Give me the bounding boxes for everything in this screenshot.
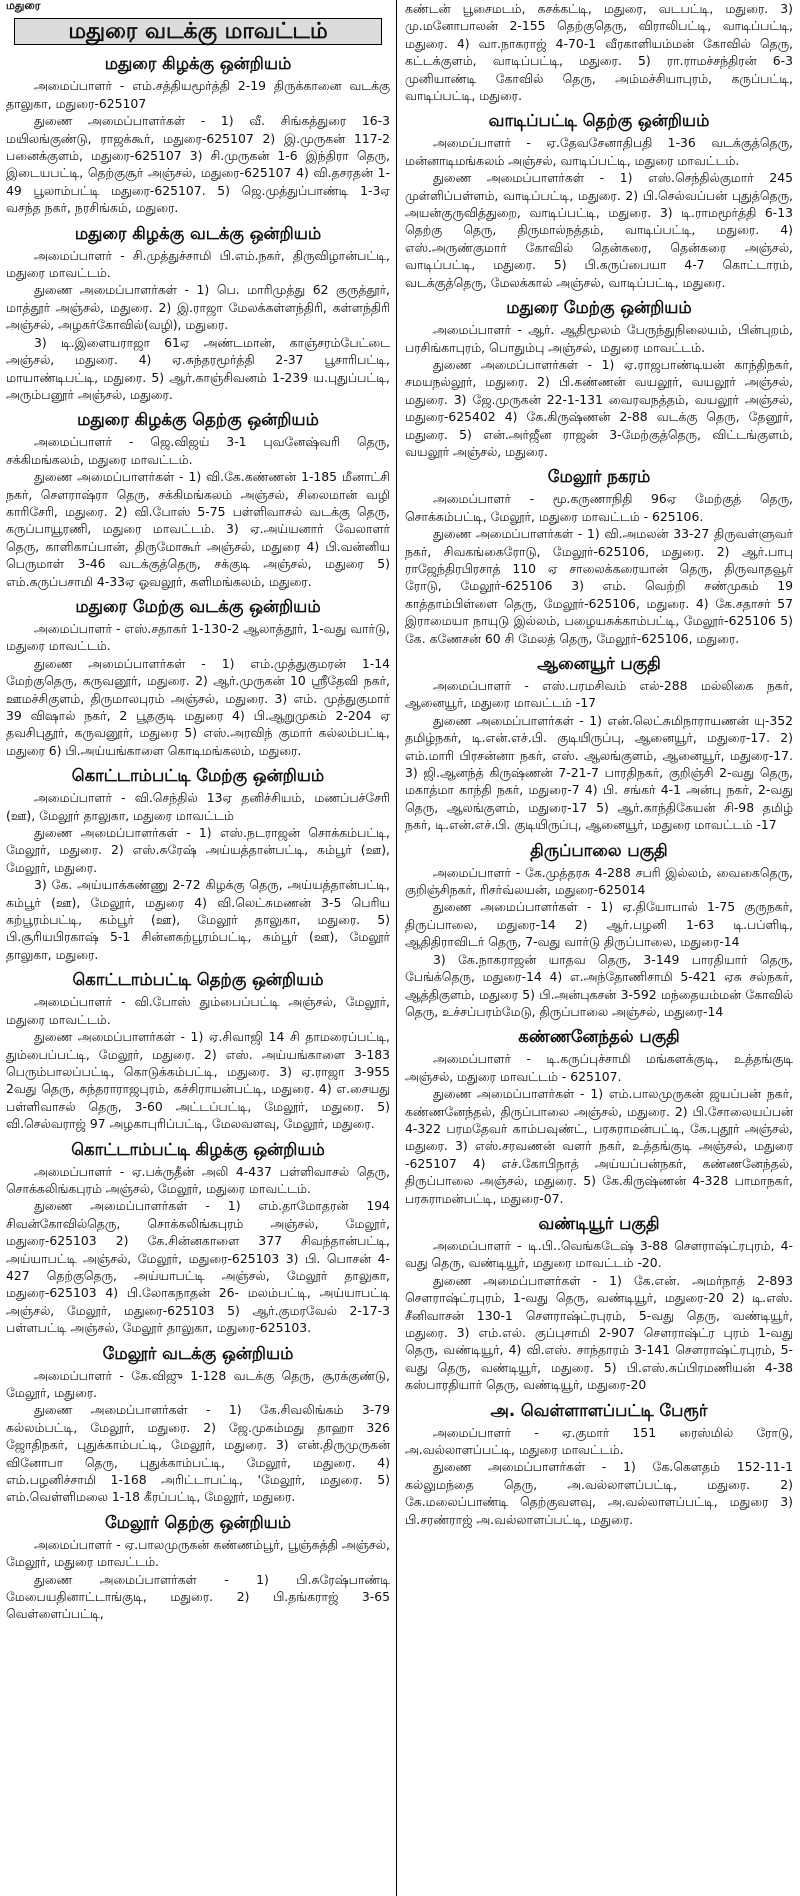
section-title: திருப்பாலை பகுதி (530, 840, 668, 860)
union-section (405, 1400, 793, 1528)
union-section (405, 1026, 793, 1207)
organizer-entry: அமைப்பாளர் - கே.விஜு 1-128 வடக்கு தெரு, சூரக்குண்டு, மேலூர், மதுரை. (6, 1367, 390, 1400)
organizer-entry: அமைப்பாளர் - வி.செந்தில் 13ஏ தனிச்சியம், மணப்பச்சேரி (ஊ), மேலூர் தாலுகா, மதுரை மாவட்டம் (6, 790, 390, 823)
union-section (405, 1213, 793, 1394)
column-divider (396, 0, 397, 1896)
continued-paragraph: கண்டன் பூசைமடம், கசக்கட்டி, மதுரை, வடபட்டி, மதுரை. 3) மு.மனோபாலன் 2-155 தெற்குதெரு, விராலிபட்டி, வாடிப்பட்டி, மதுரை. 4) வா.நாகராஜ் 4-70-1 வீரகாளியம்மன் கோவில் தெரு, கட்டக்குளம், வாடிப்பட்டி, மதுரை. 5) ரா.ராமச்சந்திரன் 6-3 முனியாண்டி கோவில் தெரு, அம்மச்சியாபுரம், கருப்பட்டி, வாடிப்பட்டி, மதுரை. (405, 1, 793, 104)
organizer-entry: அமைப்பாளர் - ஏ.தேவசேனாதிபதி 1-36 வடக்குத்தெரு, மன்னாடிமங்கலம் அஞ்சல், வாடிப்பட்டி, மதுரை மாவட்டம். (405, 135, 793, 168)
left-sections (6, 53, 390, 1622)
section-title: மதுரை கிழக்கு ஒன்றியம் (104, 54, 292, 74)
union-section (6, 596, 390, 759)
deputy-organizers-entry: துணை அமைப்பாளர்கள் - 1) வி.அமலன் 33-27 திருவள்ளுவர் நகர், சிவகங்கைரோடு, மேலூர்-625106, மதுரை. 2) ஆர்.பாபு ராஜேந்திரபிரசாத் 110 ஏ சாலைக்கரையான் தெரு, திருவாதவூர் ரோடு, மேலூர்-625106 3) எம். வெற்றி சண்முகம் 19 காத்தாம்பிள்ளை தெரு, மேலூர்-625106, மதுரை. 4) கே.சதாசர் 57 இராமையா நாயுடு இல்லம், பழையசுக்காம்பட்டி, மேலூர்-625106 5) கே. கணேசன் 60 சி மேலத் தெரு, மேலூர்-625106, மதுரை. (405, 526, 793, 646)
organizer-entry: அமைப்பாளர் - ஆர். ஆதிமூலம் பேருந்துநிலையம், பின்புறம், பரசிங்காபுரம், பொதும்பு அஞ்சல், மதுரை மாவட்டம். (405, 322, 793, 355)
union-section (6, 1512, 390, 1623)
section-title: மேலூர் தெற்கு ஒன்றியம் (104, 1512, 292, 1532)
deputy-organizers-entry: துணை அமைப்பாளர்கள் - 1) எஸ்.செந்தில்குமார் 245 முள்ளிப்பள்ளம், வாடிப்பட்டி, மதுரை. 2) பி.செல்வப்பன் புதுத்தெரு, அயன்குருவித்துறை, வாடிப்பட்டி, மதுரை. 3) டி.ராமமூர்த்தி 6-13 தெற்கு தெரு, திருமால்நத்தம், வாடிப்பட்டி, மதுரை. 4) எஸ்.அருண்குமார் கோவில் தென்கரை, தென்கரை அஞ்சல், வாடிப்பட்டி, மதுரை. 5) பி.கருப்பையா 4-7 கொட்டாரம், வடக்குத்தெரு, மேலக்கால் அஞ்சல், வாடிப்பட்டி, மதுரை. (405, 170, 793, 290)
district-title: மதுரை வடக்கு மாவட்டம் (68, 19, 328, 44)
right-sections (405, 110, 793, 1528)
union-section (405, 653, 793, 834)
section-title: மதுரை கிழக்கு வடக்கு ஒன்றியம் (74, 223, 322, 243)
deputy-organizers-entry: துணை அமைப்பாளர்கள் - 1) எம்.தாமோதரன் 194 சிவன்கோவில்தெரு, சொக்கலிங்கபுரம் அஞ்சல், மேலூர், மதுரை-625103 2) கே.சின்னகாளை 377 சிவந்தான்பட்டி, அய்யாபட்டி அஞ்சல், மேலூர், மதுரை-625103 3) பி. பொசன் 4-427 தெற்குதெரு, அய்யாபட்டி அஞ்சல், மேலூர் தாலுகா, மதுரை-625103 4) பி.லோகநாதன் 26- மலம்பட்டி, அய்யாபட்டி அஞ்சல், மேலூர், மதுரை-625103 5) ஆர்.குமரவேல் 2-17-3 பள்ளபட்டி அஞ்சல், மேலூர் தாலுகா, மதுரை-625103. (6, 1198, 390, 1336)
deputy-organizers-entry: 3) டி.இளையராஜா 61ஏ அண்டமான், காஞ்சரம்பேட்டை அஞ்சல், மதுரை. 4) ஏ.சுந்தரமூர்த்தி 2-37 பூசாரிபட்டி, மாயாண்டிபட்டி, மதுரை. 5) ஆர்.காஞ்சிவனம் 1-239 ய.புதுப்பட்டி, அரும்பனூர் அஞ்சல், மதுரை. (6, 334, 390, 402)
organizer-entry: அமைப்பாளர் - எஸ்.சதாகர் 1-130-2 ஆலாத்தூர், 1-வது வார்டு, மதுரை மாவட்டம். (6, 620, 390, 654)
organizer-entry: அமைப்பாளர் - சி.முத்துச்சாமி பி.எம்.நகர், திருவிழான்பட்டி, மதுரை மாவட்டம். (6, 247, 390, 281)
deputy-organizers-entry: துணை அமைப்பாளர்கள் - 1) கே.சிவலிங்கம் 3-79 கல்லம்பட்டி, மேலூர், மதுரை. 2) ஜே.முகம்மது தாஹா 326 ஜோதிநகர், புதுக்காம்பட்டி, மேலூர், மதுரை. 3) என்.திருமுருகன் வினோபா தெரு, புதுக்காம்பட்டி, மேலூர், மதுரை. 4) எம்.பழனிச்சாமி 1-168 அரிட்டாபட்டி, 'மேலூர், மதுரை. 5) எம்.வெள்ளிமலை 1-18 கீரப்பட்டி, மேலூர், மதுரை. (6, 1402, 390, 1505)
right-column (405, 0, 793, 1896)
union-section (6, 765, 390, 963)
union-section (6, 1343, 390, 1506)
deputy-organizers-entry: துணை அமைப்பாளர்கள் - 1) கே.கௌதம் 152-11-1 கல்லுமந்தை தெரு, அ.வல்லாளப்பட்டி, மதுரை. 2) கே.மலைப்பாண்டி தெற்குவளவு, அ.வல்லாளப்பட்டி, மதுரை 3) பி.சரண்ராஜ் அ.வல்லாளப்பட்டி, மதுரை. (405, 1459, 793, 1527)
deputy-organizers-entry: துணை அமைப்பாளர்கள் - 1) ஏ.சிவாஜி 14 சி தாமரைப்பட்டி, தும்பைப்பட்டி, மேலூர், மதுரை. 2) எஸ். அய்யங்காளை 3-183 பெரும்பாலப்பட்டி, கொடுக்கம்பட்டி, மதுரை. 3) ஏ.ராஜா 3-955 2வது தெரு, சுந்தராராஜபுரம், கச்சிராயன்பட்டி, மதுரை. 4) எ.சையது பள்ளிவாசல் தெரு, 3-60 அட்டப்பட்டி, மேலூர், மதுரை. 5) வி.செல்வராஜ் 97 அழகாபுரிப்பட்டி, மேலவளவு, மேலூர், மதுரை. (6, 1029, 390, 1132)
union-section (405, 466, 793, 647)
deputy-organizers-entry: துணை அமைப்பாளர்கள் - 1) எம்.பாலமுருகன் ஜயப்பன் நகர், கண்ணனேந்தல், திருப்பாலை அஞ்சல், மதுரை. 2) பி.சோலையப்பன் 4-322 பரமதேவர் காம்பவுண்ட், பரசுராமன்பட்டி, கே.புதூர் அஞ்சல், மதுரை. 3) எஸ்.சரவணன் வளர் நகர், உத்தங்குடி அஞ்சல், மதுரை -625107 4) எச்.கோபிநாத் அய்யப்பன்நகர், கண்ணனேந்தல், திருப்பாலை அஞ்சல், மதுரை. 5) கே.கிருஷ்ணன் 4-328 பாமாநகர், பரசுராமன்பட்டி, மதுரை-07. (405, 1086, 793, 1206)
deputy-organizers-entry: துணை அமைப்பாளர்கள் - 1) பெ. மாரிமுத்து 62 குருத்தூர், மாத்தூர் அஞ்சல், மதுரை. 2) இ.ராஜா மேலக்கள்ளந்திரி, கள்ளந்திரி அஞ்சல், அழகர்கோவில்(வழி), மதுரை. (6, 282, 390, 333)
union-section (6, 409, 390, 590)
deputy-organizers-entry: துணை அமைப்பாளர்கள் - 1) ஏ.ராஜபாண்டியன் காந்திநகர், சமயநல்லூர், மதுரை. 2) பி.கண்ணன் வயலூர், வயலூர் அஞ்சல், மதுரை. 3) ஜே.முருகன் 22-1-131 வைரவநத்தம், வயலூர் அஞ்சல், மதுரை-625402 4) கே.கிருஷ்ணன் 2-88 வடக்கு தெரு, தேனூர், மதுரை. 5) என்.அர்ஜீன ராஜன் 3-மேற்குத்தெரு, விட்டங்குளம், வயலூர் அஞ்சல், மதுரை. (405, 356, 793, 459)
organizer-entry: அமைப்பாளர் - ஏ.குமார் 151 ரைஸ்மில் ரோடு, அ.வல்லாளப்பட்டி, மதுரை மாவட்டம். (405, 1424, 793, 1458)
district-banner (14, 18, 382, 45)
deputy-organizers-entry: 3) கே.நாகராஜன் யாதவ தெரு, 3-149 பாரதியார் தெரு, பேங்க்தெரு, மதுரை-14 4) எ.அந்தோணிசாமி 5-421 ஏசு சல்நகர், ஆத்திகுளம், மதுரை 5) பி.அன்புகசன் 3-592 மந்தையம்மன் கோவில் தெரு, உச்சப்பரம்மேடு, திருப்பாலை அஞ்சல், மதுரை-14 (405, 951, 793, 1019)
organizer-entry: அமைப்பாளர் - ஜெ.விஜய் 3-1 புவனேஷ்வரி தெரு, சக்கிமங்கலம், மதுரை மாவட்டம். (6, 434, 390, 467)
deputy-organizers-entry: துணை அமைப்பாளர்கள் - 1) என்.லெட்சுமிநாராயணன் யு-352 தமிழ்நகர், டி.என்.எச்.பி. குடியிருப்பு, ஆனையூர், மதுரை-17. 2) எம்.மாரி பிரசன்னா நகர், எஸ். ஆலங்குளம், ஆனையூர், மதுரை-17. 3) ஜி.ஆனந்த் கிருஷ்ணன் 7-21-7 பாரதிநகர், குறிஞ்சி 2-வது தெரு, மகாத்மா காந்தி நகர், மதுரை-7 4) பி. சங்கர் 4-1 அன்பு நகர், 2-வது தெரு, ஆலங்குளம், மதுரை-17 5) ஆர்.காந்திகேயன் சி-98 தமிழ் நகர், டி.என்.எச்.பி. குடியிருப்பு, ஆனையூர், மதுரை மாவட்டம் -17 (405, 712, 793, 833)
deputy-organizers-entry: துணை அமைப்பாளர்கள் - 1) பி.சுரேஷ்பாண்டி மேபையதினாட்டாங்குடி, மதுரை. 2) பி.தங்கராஜ் 3-65 வெள்ளைப்பட்டி, (6, 1571, 390, 1622)
union-section (6, 969, 390, 1132)
left-column (6, 0, 390, 1896)
deputy-organizers-entry: துணை அமைப்பாளர்கள் - 1) எம்.முத்துகுமரன் 1-14 மேற்குதெரு, கருவனூர், மதுரை. 2) ஆர்.முருகன் 10 ஸ்ரீதேவி நகர், ஊமச்சிகுளம், திருமாலபுரம் அஞ்சல், மதுரை. 3) எம். முத்துகுமார் 39 விஷால் நகர், 2 பூதகுடி மதுரை 4) பி.ஆறுமுகம் 2-204 ஏ தவசிபுதூர், கருவனூர், மதுரை 5) எஸ்.அரவிந் குமார் கல்லம்பட்டி, மதுரை 6) பி.அய்யங்காளை கொடிமங்கலம், மதுரை. (6, 655, 390, 758)
union-section (6, 223, 390, 404)
section-title: கொட்டாம்பட்டி தெற்கு ஒன்றியம் (72, 970, 324, 990)
organizer-entry: அமைப்பாளர் - எஸ்.பரமசிவம் எல்-288 மல்லிகை நகர், ஆனையூர், மதுரை மாவட்டம் -17 (405, 678, 793, 711)
section-title: அ. வெள்ளாளப்பட்டி பேரூர் (490, 1400, 708, 1420)
section-title: மேலூர் வடக்கு ஒன்றியம் (102, 1343, 294, 1363)
organizer-entry: அமைப்பாளர் - டி.கருப்புச்சாமி மங்களக்குடி, உத்தங்குடி அஞ்சல், மதுரை மாவட்டம் - 625107. (405, 1051, 793, 1084)
section-title: கொட்டாம்பட்டி மேற்கு ஒன்றியம் (71, 766, 325, 786)
organizer-entry: அமைப்பாளர் - டி.பி..வெங்கடேஷ் 3-88 சௌராஷ்ட்ரபுரம், 4-வது தெரு, வண்டியூர், மதுரை மாவட்டம் -20. (405, 1237, 793, 1271)
section-title: மதுரை மேற்கு வடக்கு ஒன்றியம் (75, 596, 321, 616)
section-title: கண்ணனேந்தல் பகுதி (518, 1027, 680, 1047)
deputy-organizers-entry: துணை அமைப்பாளர்கள் - 1) கே.என். அமர்நாத் 2-893 சௌராஷ்ட்ரபுரம், 1-வது தெரு, வண்டியூர், மதுரை-20 2) டி.எஸ். சீனிவாசன் 130-1 சௌராஷ்ட்ரபுரம், 5-வது தெரு, வண்டியூர், மதுரை. 3) எம்.எல். குப்புசாமி 2-907 சௌராஷ்ட்ர புரம் 1-வது தெரு, வண்டியூர், 4) வி.எஸ். சாந்தாரம் 3-141 சௌராஷ்ட்ரபுரம், 5-வது தெரு, வண்டியூர், மதுரை. 5) பி.எஸ்.சுப்பிரமணியன் 4-38 கஸ்பாரதியார் தெரு, வண்டியூர், மதுரை-20 (405, 1272, 793, 1393)
section-title: ஆனையூர் பகுதி (537, 654, 661, 673)
union-section (6, 53, 390, 216)
union-section (405, 840, 793, 1021)
organizer-entry: அமைப்பாளர் - வி.போஸ் தும்பைப்பட்டி அஞ்சல், மேலூர், மதுரை மாவட்டம். (6, 994, 390, 1027)
deputy-organizers-entry: துணை அமைப்பாளர்கள் - 1) எஸ்.நடராஜன் சொக்கம்பட்டி, மேலூர், மதுரை. 2) எஸ்.சுரேஷ் அய்யத்தான்பட்டி, கம்பூர் (ஊ), மேலூர், மதுரை. (6, 825, 390, 875)
deputy-organizers-entry: துணை அமைப்பாளர்கள் - 1) ஏ.தியோபால் 1-75 குருநகர், திருப்பாலை, மதுரை-14 2) ஆர்.பழனி 1-63 டி.பப்ளிடி, ஆதிதிராவிடர் தெரு, 7-வது வார்டு திருப்பாலை, மதுரை-14 (405, 899, 793, 950)
union-section (405, 110, 793, 291)
deputy-organizers-entry: துணை அமைப்பாளர்கள் - 1) வி.கே.கண்ணன் 1-185 மீனாட்சி நகர், சௌராஷ்ரா தெரு, சக்கிமங்கலம் அஞ்சல், சிலைமான் வழி காரிசேரி, மதுரை. 2) வி.போஸ் 5-75 பள்ளிவாசல் வடக்கு தெரு, கருப்பாயூரணி, மதுரை மாவட்டம். 3) ஏ.அய்யனார் வேலாளர் தெரு, காளிகாப்பான், திருமோகூர் அஞ்சல், மதுரை 4) பி.வன்னிய பெருமாள் 3-46 வடக்குத்தெரு, சக்குடி அஞ்சல், மதுரை 5) எம்.கருப்பசாமி 4-33ஏ ஓவலூர், களிமங்கலம், மதுரை. (6, 469, 390, 589)
section-title: வாடிப்பட்டி தெற்கு ஒன்றியம் (488, 111, 710, 131)
deputy-organizers-entry: துணை அமைப்பாளர்கள் - 1) வீ. சிங்கத்துரை 16-3 மயிலங்குண்டு, ராஜக்கூர், மதுரை-625107 2) இ.முருகன் 117-2 பனைக்குளம், மதுரை-625107 3) சி.முருகன் 1-6 இந்திரா தெரு, இடையபட்டி, தெற்குசூர் அஞ்சல், மதுரை-625107 4) வி.தசரதன் 1-49 பூலாம்பட்டி மதுரை-625107. 5) ஜெ.முத்துப்பாண்டி 1-3ஏ வசந்த நகர், நரசிங்கம், மதுரை. (6, 113, 390, 216)
section-title: வண்டியூர் பகுதி (538, 1213, 660, 1233)
organizer-entry: அமைப்பாளர் - ஏ.பாலமுருகன் கண்ணம்பூர், பூஞ்சுத்தி அஞ்சல், மேலூர், மதுரை மாவட்டம். (6, 1536, 390, 1570)
organizer-entry: அமைப்பாளர் - ஏ.பக்ருதீன் அலி 4-437 பள்ளிவாசல் தெரு, சொக்கலிங்கபுரம் அஞ்சல், மேலூர், மதுரை மாவட்டம். (6, 1163, 390, 1196)
organizer-entry: அமைப்பாளர் - மூ.கருணாநிதி 96ஏ மேற்குத் தெரு, சொக்கம்பட்டி, மேலூர், மதுரை மாவட்டம் - 625106. (405, 491, 793, 524)
union-section (405, 297, 793, 460)
section-title: கொட்டாம்பட்டி கிழக்கு ஒன்றியம் (71, 1139, 325, 1159)
deputy-organizers-entry: 3) கே. அய்யாக்கண்ணு 2-72 கிழக்கு தெரு, அய்யத்தான்பட்டி, கம்பூர் (ஊ), மேலூர், மதுரை 4) வி.லெட்சுமணன் 3-5 பெரிய கற்பூரம்பட்டி, கம்பூர் (ஊ), மேலூர் தாலுகா, மதுரை. 5) பி.சூரியபிரகாஷ் 5-1 சின்னகற்பூரம்பட்டி, கம்பூர் (ஊ), மேலூர் தாலுகா, மதுரை. (6, 877, 390, 962)
clipped-heading-text: மதுரை (6, 0, 41, 12)
section-title: மதுரை மேற்கு ஒன்றியம் (506, 298, 692, 318)
organizer-entry: அமைப்பாளர் - கே.முத்தரசு 4-288 சபரி இல்லம், வைகைதெரு, குறிஞ்சிநகர், ரிசர்வ்லயன், மதுரை-625014 (405, 864, 793, 898)
union-section (6, 1139, 390, 1337)
organizer-entry: அமைப்பாளர் - எம்.சத்தியமூர்த்தி 2-19 திருக்கானை வடக்கு தாலுகா, மதுரை-625107 (6, 78, 390, 111)
section-title: மேலூர் நகரம் (547, 467, 651, 487)
section-title: மதுரை கிழக்கு தெற்கு ஒன்றியம் (77, 410, 319, 430)
